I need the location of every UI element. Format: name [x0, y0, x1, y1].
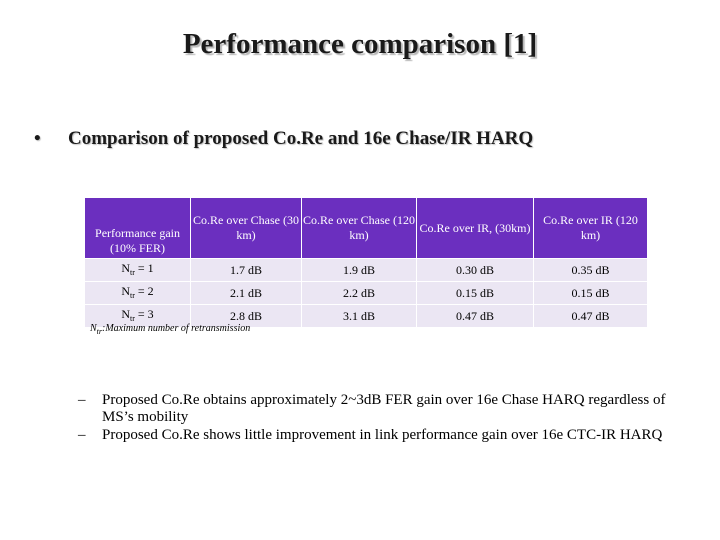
header-col-2: Co.Re over Chase (120 km) [302, 198, 417, 259]
bullet-icon: • [34, 128, 41, 149]
comparison-table [84, 197, 648, 328]
dash-icon: – [78, 427, 86, 443]
table-cell: 0.47 dB [417, 305, 534, 328]
table-cell: 2.2 dB [302, 282, 417, 305]
table-header-row [85, 198, 648, 259]
bullet-item [34, 128, 533, 150]
table-cell: 0.47 dB [534, 305, 648, 328]
table-row [85, 282, 648, 305]
table-cell: 2.8 dB [191, 305, 302, 328]
table-cell: 3.1 dB [302, 305, 417, 328]
header-col-1: Co.Re over Chase (30 km) [191, 198, 302, 259]
table-cell: 0.30 dB [417, 259, 534, 282]
row-label: $N_{tr} = 3$ [85, 305, 191, 328]
table-cell: 0.35 dB [534, 259, 648, 282]
row-label: $N_{tr} = 1$ [85, 259, 191, 282]
sub-point [78, 427, 678, 444]
table-cell: 1.9 dB [302, 259, 417, 282]
table-cell: 0.15 dB [417, 282, 534, 305]
slide-title: Performance comparison [1] [182, 28, 538, 60]
table-footnote: $N_{tr}:Maximum$ number of retransmission [90, 323, 251, 336]
header-performance-gain: Performance gain (10% FER) [85, 198, 191, 259]
dash-icon: – [78, 392, 86, 408]
sub-point-text: Proposed Co.Re shows little improvement in link performance gain over 16e CTC-IR HARQ [102, 427, 663, 443]
sub-point-text: Proposed Co.Re obtains approximately 2~3dB FER gain over 16e Chase HARQ regardless of MS’s mobility [102, 392, 666, 425]
sub-point [78, 392, 678, 426]
table-row [85, 259, 648, 282]
table-cell: 1.7 dB [191, 259, 302, 282]
header-col-3: Co.Re over IR, (30km) [417, 198, 534, 259]
row-label: $N_{tr} = 2$ [85, 282, 191, 305]
table-cell: 2.1 dB [191, 282, 302, 305]
table-cell: 0.15 dB [534, 282, 648, 305]
bullet-text: Comparison of proposed Co.Re and 16e Chase/IR HARQ [68, 128, 534, 149]
header-col-4: Co.Re over IR (120 km) [534, 198, 648, 259]
